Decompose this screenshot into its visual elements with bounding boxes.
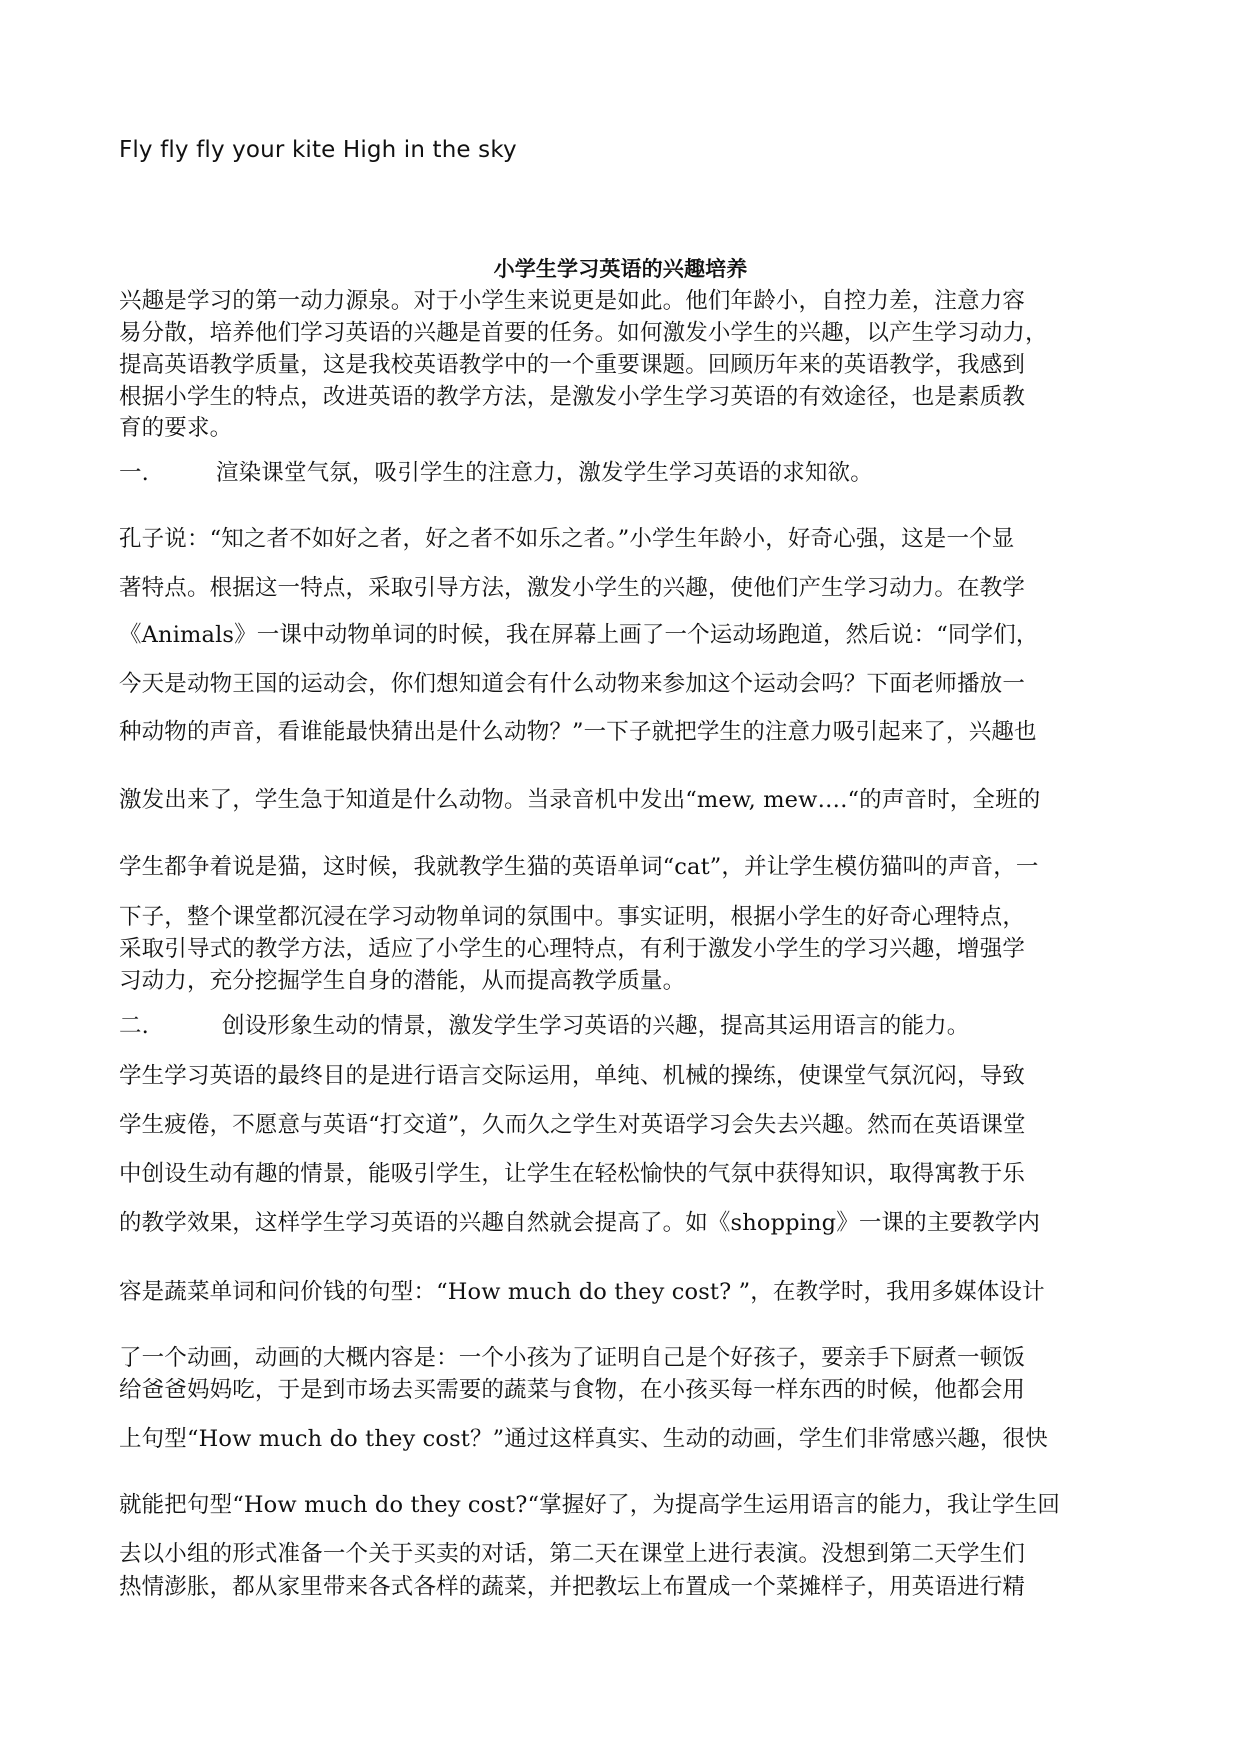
intro-line: 易分散，培养他们学习英语的兴趣是首要的任务。如何激发小学生的兴趣，以产生学习动力， bbox=[119, 320, 1048, 346]
body-line: 了一个动画，动画的大概内容是：一个小孩为了证明自己是个好孩子，要亲手下厨煮一顿饭 bbox=[119, 1345, 1026, 1371]
body-line: 容是蔬菜单词和问价钱的句型：“How much do they cost? ”，在教学时，我用多媒体设计 bbox=[119, 1279, 1045, 1305]
body-line: 种动物的声音，看谁能最快猜出是什么动物？”一下子就把学生的注意力吸引起来了，兴趣也 bbox=[119, 719, 1037, 745]
body-line: 的教学效果，这样学生学习英语的兴趣自然就会提高了。如《shopping》一课的主要教学内 bbox=[119, 1210, 1041, 1236]
body-line: 习动力，充分挖掘学生自身的潜能，从而提高教学质量。 bbox=[119, 968, 686, 994]
section-heading: 渲染课堂气氛，吸引学生的注意力，激发学生学习英语的求知欲。 bbox=[216, 460, 873, 486]
kite-rhyme-line: Fly fly fly your kite High in the sky bbox=[119, 137, 517, 163]
body-line: 上句型“How much do they cost？”通过这样真实、生动的动画，学生们非常感兴趣，很快 bbox=[119, 1426, 1048, 1452]
section-heading: 创设形象生动的情景，激发学生学习英语的兴趣，提高其运用语言的能力。 bbox=[222, 1013, 970, 1039]
body-line: 学生都争着说是猫，这时候，我就教学生猫的英语单词“cat”，并让学生模仿猫叫的声音，一 bbox=[119, 854, 1039, 880]
body-line: 就能把句型“How much do they cost?“掌握好了，为提高学生运用语言的能力，我让学生回 bbox=[119, 1492, 1061, 1518]
body-line: 孔子说：“知之者不如好之者，好之者不如乐之者。”小学生年龄小，好奇心强，这是一个显 bbox=[119, 526, 1015, 552]
body-line: 《Animals》一课中动物单词的时候，我在屏幕上画了一个运动场跑道，然后说：“同学们， bbox=[119, 622, 1039, 648]
section-number: 二. bbox=[119, 1013, 149, 1039]
body-line: 下子，整个课堂都沉浸在学习动物单词的氛围中。事实证明，根据小学生的好奇心理特点， bbox=[119, 904, 1026, 930]
intro-line: 提高英语教学质量，这是我校英语教学中的一个重要课题。回顾历年来的英语教学，我感到 bbox=[119, 352, 1026, 378]
section-number: 一. bbox=[119, 460, 149, 486]
body-line: 著特点。根据这一特点，采取引导方法，激发小学生的兴趣，使他们产生学习动力。在教学 bbox=[119, 575, 1026, 601]
body-line: 给爸爸妈妈吃，于是到市场去买需要的蔬菜与食物，在小孩买每一样东西的时候，他都会用 bbox=[119, 1377, 1026, 1403]
intro-line: 根据小学生的特点，改进英语的教学方法，是激发小学生学习英语的有效途径，也是素质教 bbox=[119, 384, 1026, 410]
body-line: 中创设生动有趣的情景，能吸引学生，让学生在轻松愉快的气氛中获得知识，取得寓教于乐 bbox=[119, 1161, 1026, 1187]
body-line: 学生疲倦，不愿意与英语“打交道”，久而久之学生对英语学习会失去兴趣。然而在英语课堂 bbox=[119, 1112, 1026, 1138]
body-line: 热情澎胀，都从家里带来各式各样的蔬菜，并把教坛上布置成一个菜摊样子，用英语进行精 bbox=[119, 1574, 1026, 1600]
intro-line: 育的要求。 bbox=[119, 415, 233, 441]
body-line: 采取引导式的教学方法，适应了小学生的心理特点，有利于激发小学生的学习兴趣，增强学 bbox=[119, 936, 1026, 962]
body-line: 学生学习英语的最终目的是进行语言交际运用，单纯、机械的操练，使课堂气氛沉闷，导致 bbox=[119, 1063, 1026, 1089]
body-line: 激发出来了，学生急于知道是什么动物。当录音机中发出“mew, mew….“的声音时，全班的 bbox=[119, 787, 1041, 813]
body-line: 去以小组的形式准备一个关于买卖的对话，第二天在课堂上进行表演。没想到第二天学生们 bbox=[119, 1541, 1026, 1567]
body-line: 今天是动物王国的运动会，你们想知道会有什么动物来参加这个运动会吗？下面老师播放一 bbox=[119, 671, 1026, 697]
intro-line: 兴趣是学习的第一动力源泉。对于小学生来说更是如此。他们年龄小，自控力差，注意力容 bbox=[119, 288, 1026, 314]
article-title: 小学生学习英语的兴趣培养 bbox=[493, 256, 748, 281]
